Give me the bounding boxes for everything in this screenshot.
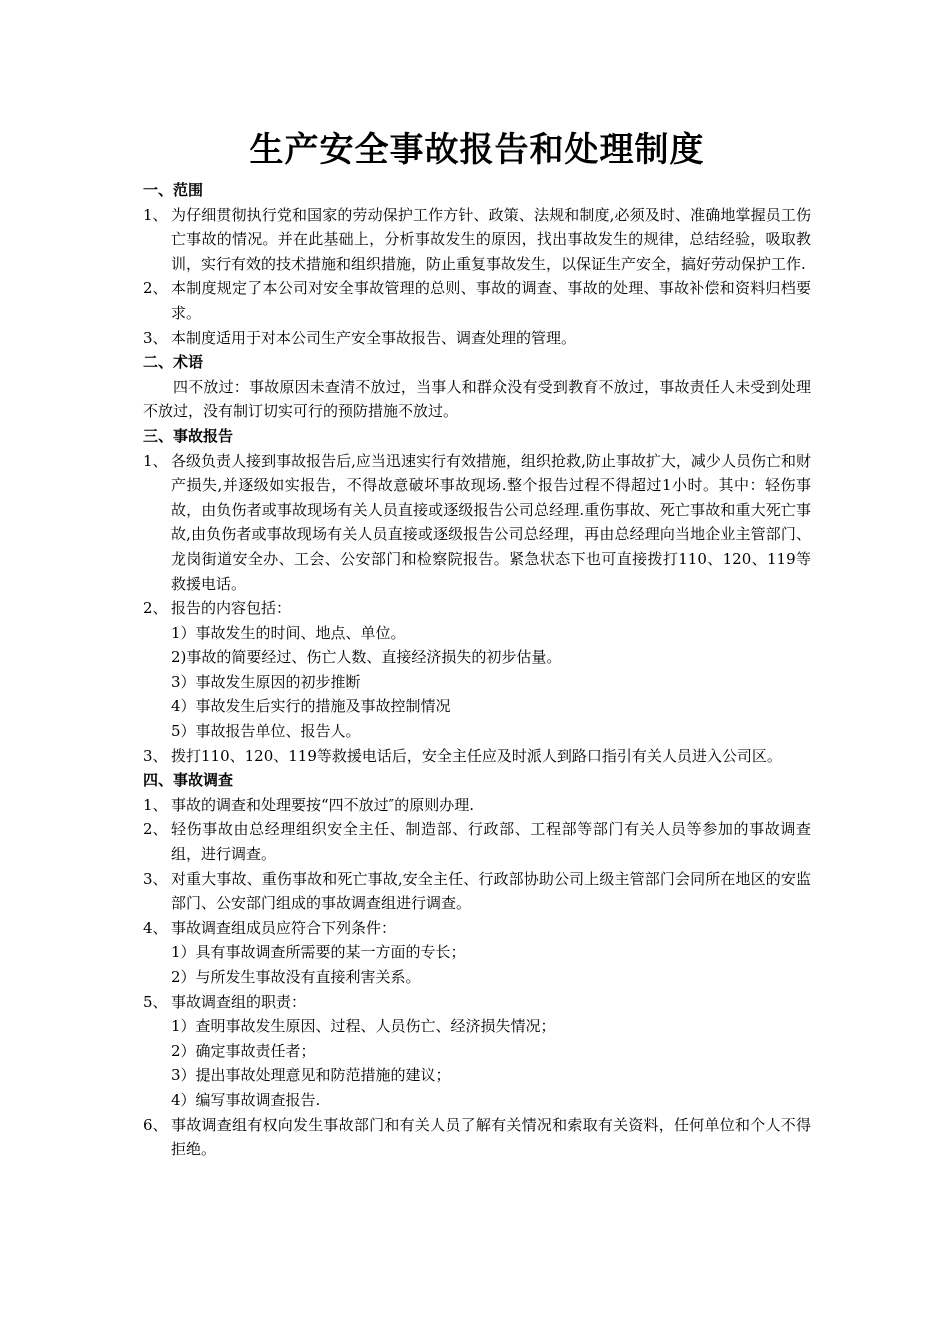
sub-item: 2）确定事故责任者；	[171, 1041, 316, 1060]
sub-item: 3）事故发生原因的初步推断	[171, 672, 361, 691]
item-text: 轻伤事故由总经理组织安全主任、制造部、行政部、工程部等部门有关人员等参加的事故调查组，进行调查。	[171, 820, 811, 864]
sub-item: 1）查明事故发生原因、过程、人员伤亡、经济损失情况；	[171, 1017, 556, 1036]
document-page	[143, 124, 811, 1162]
item-text: 事故调查组有权向发生事故部门和有关人员了解有关情况和索取有关资料，任何单位和个人不得拒绝。	[171, 1115, 811, 1159]
list-item	[143, 744, 811, 769]
item-text: 对重大事故、重伤事故和死亡事故,安全主任、行政部协助公司上级主管部门会同所在地区的安监部门、公安部门组成的事故调查组进行调查。	[171, 869, 811, 913]
list-item	[143, 276, 811, 325]
item-number: 2、	[143, 279, 168, 298]
section-heading-report: 三、事故报告	[143, 426, 234, 445]
item-number: 3、	[143, 869, 168, 888]
item-number: 3、	[143, 746, 168, 765]
item-text: 本制度适用于对本公司生产安全事故报告、调查处理的管理。	[171, 328, 577, 347]
item-text: 事故的调查和处理要按“四不放过″的原则办理.	[171, 795, 475, 814]
section-heading-investigation: 四、事故调查	[143, 771, 234, 790]
item-text: 为仔细贯彻执行党和国家的劳动保护工作方针、政策、法规和制度,必须及时、准确地掌握员工伤亡事故的情况。并在此基础上，分析事故发生的原因，找出事故发生的规律，总结经验，吸取教训，实行有效的技术措施和组织措施，防止重复事故发生，以保证生产安全，搞好劳动保护工作.	[171, 205, 811, 273]
sub-item: 4）事故发生后实行的措施及事故控制情况	[171, 697, 451, 716]
item-number: 2、	[143, 820, 168, 839]
sub-item: 2）与所发生事故没有直接利害关系。	[171, 968, 421, 986]
item-number: 1、	[143, 451, 168, 470]
section-heading-scope: 一、范围	[143, 181, 204, 199]
sub-item: 2)事故的简要经过、伤亡人数、直接经济损失的初步估量。	[171, 648, 562, 667]
terms-paragraph: 四不放过：事故原因未查清不放过，当事人和群众没有受到教育不放过，事故责任人未受到处理不放过，没有制订切实可行的预防措施不放过。	[143, 377, 811, 421]
item-number: 2、	[143, 599, 168, 618]
item-text: 各级负责人接到事故报告后,应当迅速实行有效措施，组织抢救,防止事故扩大，减少人员伤亡和财产损失,并逐级如实报告，不得故意破坏事故现场.整个报告过程不得超过1小时。其中：轻伤事故，由负伤者或事故现场有关人员直接或逐级报告公司总经理.重伤事故、死亡事故和重大死亡事故,由负伤者或事故现场有关人员直接或逐级报告公司总经理，再由总经理向当地企业主管部门、龙岗街道安全办、工会、公安部门和检察院报告。紧急状态下也可直接拨打110、120、119等救援电话。	[171, 451, 811, 593]
list-item	[143, 817, 811, 866]
list-item	[143, 596, 811, 621]
list-item	[143, 793, 811, 818]
sub-item: 1）事故发生的时间、地点、单位。	[171, 623, 406, 642]
item-number: 3、	[143, 328, 168, 347]
item-text: 事故调查组成员应符合下列条件：	[171, 918, 397, 937]
item-text: 本制度规定了本公司对安全事故管理的总则、事故的调查、事故的处理、事故补偿和资料归档要求。	[171, 279, 811, 322]
item-number: 4、	[143, 918, 168, 937]
page-title: 生产安全事故报告和处理制度	[249, 130, 705, 170]
list-item	[143, 203, 811, 277]
item-text: 拨打110、120、119等救援电话后，安全主任应及时派人到路口指引有关人员进入公司区。	[171, 746, 782, 765]
sub-item: 3）提出事故处理意见和防范措施的建议；	[171, 1066, 451, 1085]
list-item	[143, 916, 811, 941]
section-heading-terms: 二、术语	[143, 353, 204, 372]
item-number: 6、	[143, 1115, 168, 1134]
list-item	[143, 449, 811, 597]
item-text: 事故调查组的职责：	[171, 992, 307, 1011]
list-item	[143, 326, 811, 351]
sub-item: 5）事故报告单位、报告人。	[171, 722, 361, 741]
sub-item: 1）具有事故调查所需要的某一方面的专长；	[171, 943, 466, 962]
list-item	[143, 1113, 811, 1162]
item-number: 1、	[143, 795, 168, 814]
sub-item: 4）编写事故调查报告.	[171, 1090, 321, 1109]
item-number: 1、	[143, 205, 168, 224]
list-item	[143, 990, 811, 1015]
item-text: 报告的内容包括：	[171, 599, 292, 618]
list-item	[143, 867, 811, 916]
item-number: 5、	[143, 992, 168, 1011]
